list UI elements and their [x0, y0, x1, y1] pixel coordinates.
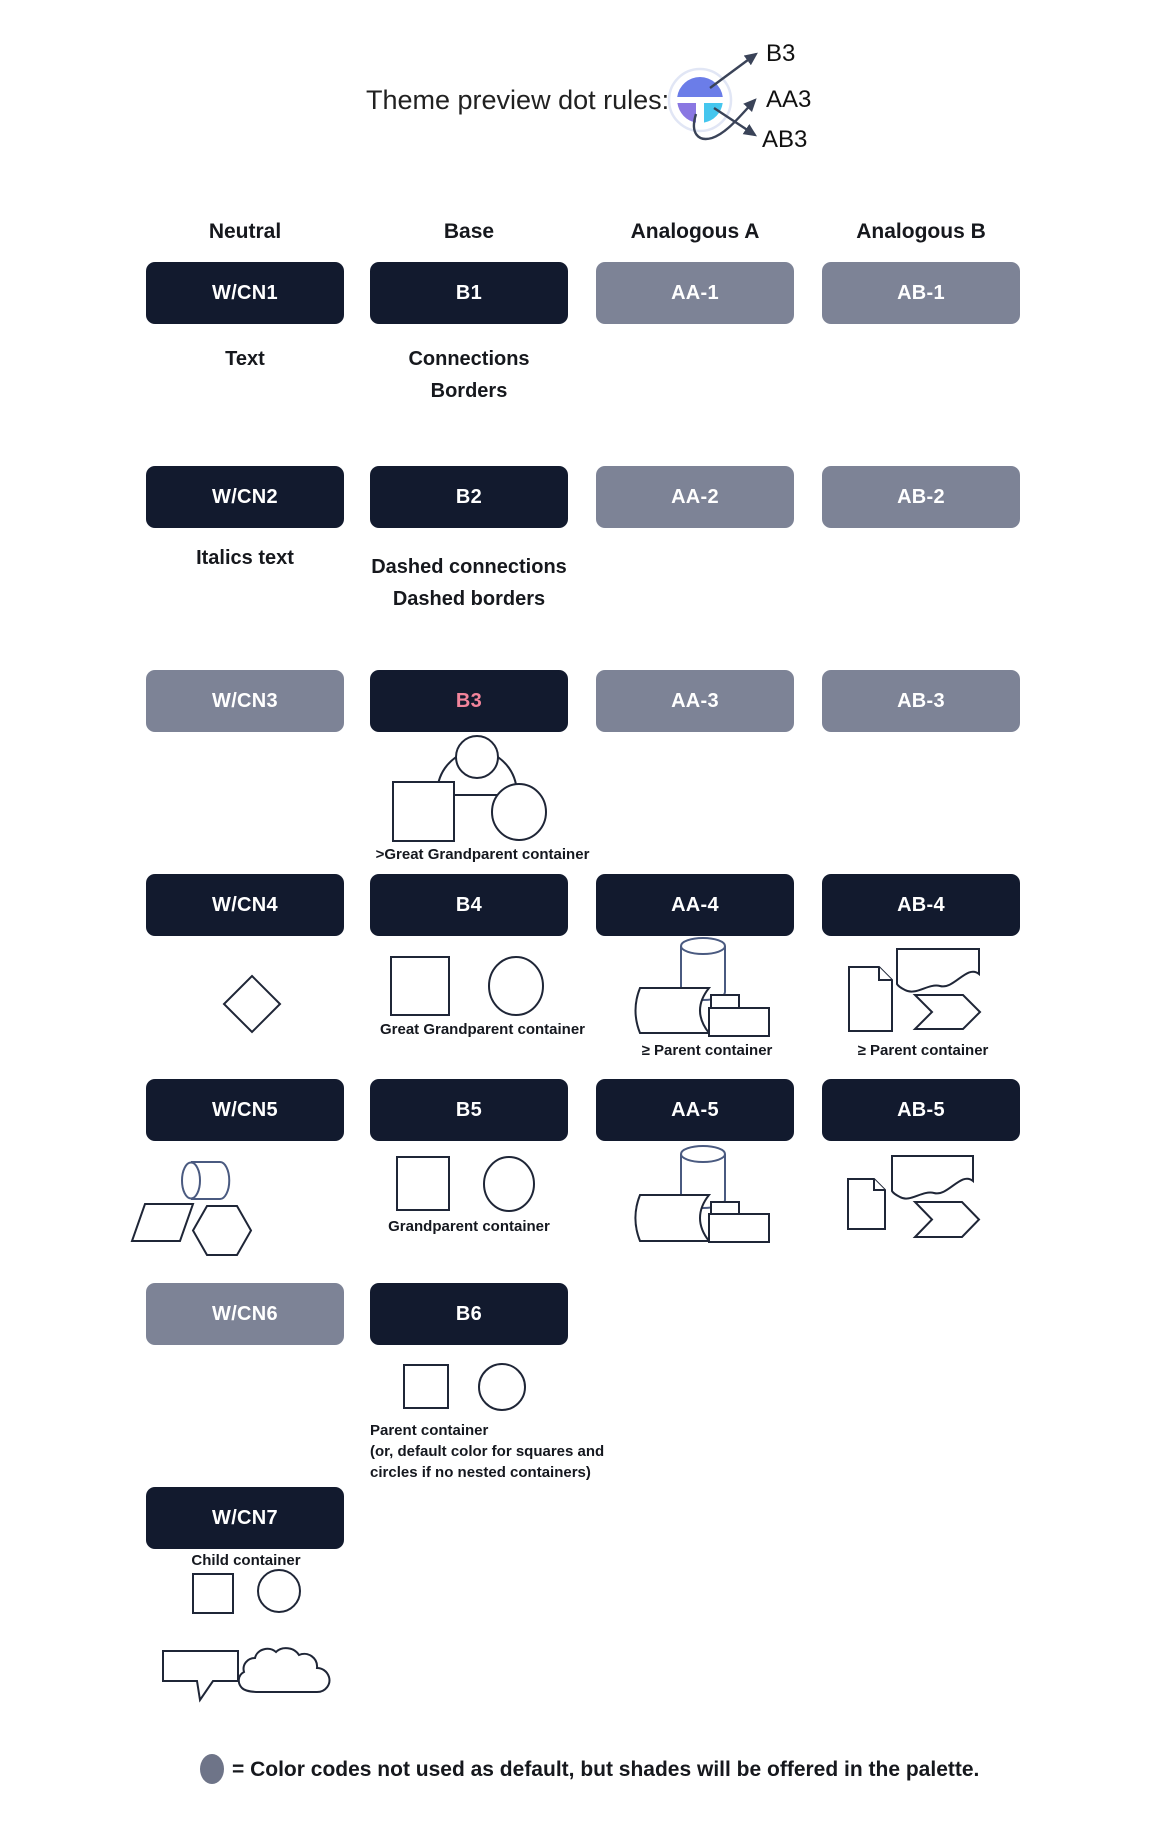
aa5-shape-group	[630, 1138, 780, 1248]
note-borders: Borders	[430, 380, 508, 402]
curved-rectangle-icon	[636, 1195, 710, 1241]
aa4-shape-group	[630, 930, 780, 1040]
swatch-ab4: AB-4	[822, 874, 1020, 936]
tabbed-rectangle-icon	[709, 1214, 769, 1242]
note-great-grandparent: Great Grandparent container	[379, 1021, 586, 1038]
swatch-aa5: AA-5	[596, 1079, 794, 1141]
swatch-ab1: AB-1	[822, 262, 1020, 324]
cloud-icon	[239, 1648, 330, 1692]
note-dashed-connections: Dashed connections	[371, 556, 567, 578]
dot-label-aa3: AA3	[766, 86, 812, 113]
legend-dot	[198, 1754, 228, 1786]
square-icon	[391, 957, 449, 1015]
speech-bubble-icon	[163, 1651, 238, 1700]
arrow-to-b3	[710, 54, 756, 88]
ab5-shape-group	[840, 1145, 990, 1245]
legend-text: = Color codes not used as default, but shades will be offered in the palette.	[232, 1758, 980, 1781]
gray-dot-icon	[200, 1754, 224, 1784]
swatch-aa1: AA-1	[596, 262, 794, 324]
wcn7-shape-group-1	[180, 1565, 310, 1620]
swatch-wcn5: W/CN5	[146, 1079, 344, 1141]
wcn4-shape-group	[220, 972, 284, 1036]
wcn7-shape-group-2	[150, 1640, 340, 1710]
b3-shape-group	[380, 725, 580, 850]
square-icon	[397, 1157, 449, 1210]
chevron-icon	[915, 1202, 979, 1237]
b6-shape-group	[395, 1358, 535, 1418]
curved-rectangle-icon	[636, 988, 710, 1033]
circle-icon	[258, 1570, 300, 1612]
note-connections-borders	[359, 343, 579, 407]
note-parent-aa: ≥ Parent container	[641, 1042, 773, 1059]
note-text: Text	[225, 348, 265, 370]
diamond-icon	[224, 976, 280, 1032]
cylinder-top-icon	[681, 938, 725, 954]
tab-icon	[711, 995, 739, 1008]
swatch-b2: B2	[370, 466, 568, 528]
circle-icon	[492, 784, 546, 840]
note-grandparent: Grandparent container	[388, 1218, 550, 1235]
horizontal-cylinder-cap-icon	[182, 1163, 200, 1199]
chevron-icon	[915, 995, 980, 1029]
wcn5-shape-group	[125, 1150, 265, 1260]
swatch-wcn2: W/CN2	[146, 466, 344, 528]
swatch-b4: B4	[370, 874, 568, 936]
square-icon	[404, 1365, 448, 1408]
swatch-wcn6: W/CN6	[146, 1283, 344, 1345]
note-dashed-borders: Dashed borders	[392, 588, 546, 610]
swatch-wcn3: W/CN3	[146, 670, 344, 732]
note-dashed	[359, 551, 579, 615]
swatch-ab5: AB-5	[822, 1079, 1020, 1141]
note-parent-line2: (or, default color for squares and circles if no nested containers)	[370, 1443, 605, 1481]
arrow-to-ab3	[714, 108, 755, 135]
swatch-b6: B6	[370, 1283, 568, 1345]
square-icon	[193, 1574, 233, 1613]
column-header-neutral: Neutral	[208, 220, 282, 243]
swatch-ab2: AB-2	[822, 466, 1020, 528]
column-header-base: Base	[443, 220, 495, 243]
swatch-aa2: AA-2	[596, 466, 794, 528]
dot-label-ab3: AB3	[762, 126, 808, 153]
circle-icon	[479, 1364, 525, 1410]
wave-rectangle-icon	[892, 1156, 973, 1199]
arrow-to-aa3	[694, 100, 755, 139]
hexagon-icon	[193, 1206, 251, 1255]
circle-icon	[489, 957, 543, 1015]
page-title: Theme preview dot rules:	[366, 85, 670, 115]
note-parent-ab: ≥ Parent container	[857, 1042, 989, 1059]
wave-rectangle-icon	[897, 949, 979, 992]
document-fold-icon	[874, 1179, 885, 1190]
tab-icon	[711, 1202, 739, 1214]
swatch-b1: B1	[370, 262, 568, 324]
b4-shape-group	[385, 950, 555, 1022]
dot-label-b3: B3	[766, 40, 796, 67]
swatch-aa3: AA-3	[596, 670, 794, 732]
circle-icon	[484, 1157, 534, 1211]
cylinder-top-icon	[681, 1146, 725, 1162]
person-head-icon	[456, 736, 498, 778]
swatch-wcn1: W/CN1	[146, 262, 344, 324]
document-fold-icon	[879, 967, 892, 980]
dot-rule-arrows	[640, 25, 780, 155]
note-parent-line1: Parent container	[370, 1422, 489, 1439]
tabbed-rectangle-icon	[709, 1008, 769, 1036]
swatch-ab3: AB-3	[822, 670, 1020, 732]
swatch-wcn7: W/CN7	[146, 1487, 344, 1549]
swatch-wcn4: W/CN4	[146, 874, 344, 936]
swatch-b3: B3	[370, 670, 568, 732]
parallelogram-icon	[132, 1204, 193, 1241]
note-italics-text: Italics text	[196, 547, 294, 569]
swatch-aa4: AA-4	[596, 874, 794, 936]
note-child-container: Child container	[191, 1552, 301, 1569]
column-header-analogous-b: Analogous B	[856, 220, 986, 243]
b5-shape-group	[390, 1150, 550, 1220]
ab4-shape-group	[840, 940, 990, 1040]
column-header-analogous-a: Analogous A	[630, 220, 760, 243]
swatch-b5: B5	[370, 1079, 568, 1141]
note-connections: Connections	[408, 348, 530, 370]
note-great-grandparent-gt: >Great Grandparent container	[375, 846, 590, 863]
note-parent-container	[370, 1420, 612, 1483]
square-icon	[393, 782, 454, 841]
